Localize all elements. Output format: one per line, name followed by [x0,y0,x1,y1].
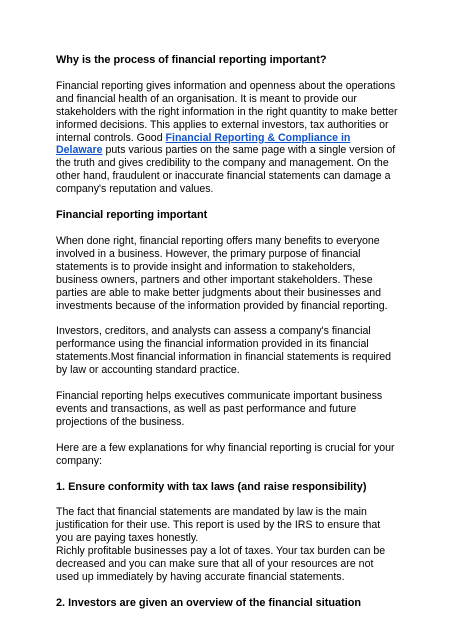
heading-financial-reporting-important: Financial reporting important [56,209,208,222]
text-line: investments because of the information provided by financial reporting. [56,299,388,312]
text-line: When done right, financial reporting offers many benefits to everyone [56,234,380,247]
document-page [56,54,404,610]
text-line: stakeholders with the right information in the right quantity to make better [56,105,398,118]
text-line: by law or accounting standard practice. [56,364,240,377]
text-line: used up immediately by having accurate financial statements. [56,571,345,583]
text-line: parties are able to make better judgments about their businesses and [56,286,382,299]
text-line: The fact that financial statements are mandated by law is the main [56,506,367,519]
text-line: Here are a few explanations for why financial reporting is crucial for your [56,441,395,454]
text-line: Richly profitable businesses pay a lot of taxes. Your tax burden can be [56,545,386,558]
paragraph-intro [56,80,404,196]
text-line: company's reputation and values. [56,183,214,196]
text-line: other hand, fraudulent or inaccurate financial statements can damage a [56,170,391,183]
heading-why-important: Why is the process of financial reporting important? [56,54,327,66]
paragraph-explanations [56,442,404,468]
text-line: decreased and you can make sure that all of your resources are not [56,558,374,571]
text-line: Financial reporting gives information and openness about the operations [56,79,396,92]
delaware-link[interactable]: Delaware [56,144,103,157]
text-line: statements.Most financial information in financial statements is required [56,351,392,364]
text-line: involved in a business. However, the primary purpose of financial [56,247,361,260]
text-line-with-link [56,132,404,145]
text-line: events and transactions, as well as past performance and future [56,402,357,415]
text-line: performance using the financial information provided in its financial [56,338,369,351]
text-line: and financial health of an organisation. It is meant to provide our [56,92,357,105]
text-line: projections of the business. [56,415,185,428]
paragraph-benefits [56,235,404,312]
text-fragment: puts various parties on the same page with a single version of [102,144,396,157]
text-fragment: internal controls. Good [56,131,166,144]
text-line: business owners, partners and other important stakeholders. These [56,273,373,286]
text-line-with-link [56,144,404,157]
paragraph-tax [56,506,404,583]
text-line: company: [56,454,102,467]
text-line: Financial reporting helps executives communicate important business [56,390,383,403]
text-line: the truth and gives credibility to the company and management. On the [56,157,389,170]
heading-investors-overview: 2. Investors are given an overview of the financial situation [56,596,362,609]
financial-reporting-link[interactable]: Financial Reporting & Compliance in [165,131,351,144]
heading-tax-laws: 1. Ensure conformity with tax laws (and raise responsibility) [56,480,367,493]
text-line: statements is to provide insight and information to stakeholders, [56,260,356,273]
paragraph-investors [56,325,404,377]
paragraph-executives [56,390,404,429]
text-line: justification for their use. This report is used by the IRS to ensure that [56,519,381,532]
text-line: informed decisions. This applies to external investors, tax authorities or [56,118,389,131]
text-line: Investors, creditors, and analysts can assess a company's financial [56,325,371,338]
text-line: you are paying taxes honestly. [56,532,199,545]
